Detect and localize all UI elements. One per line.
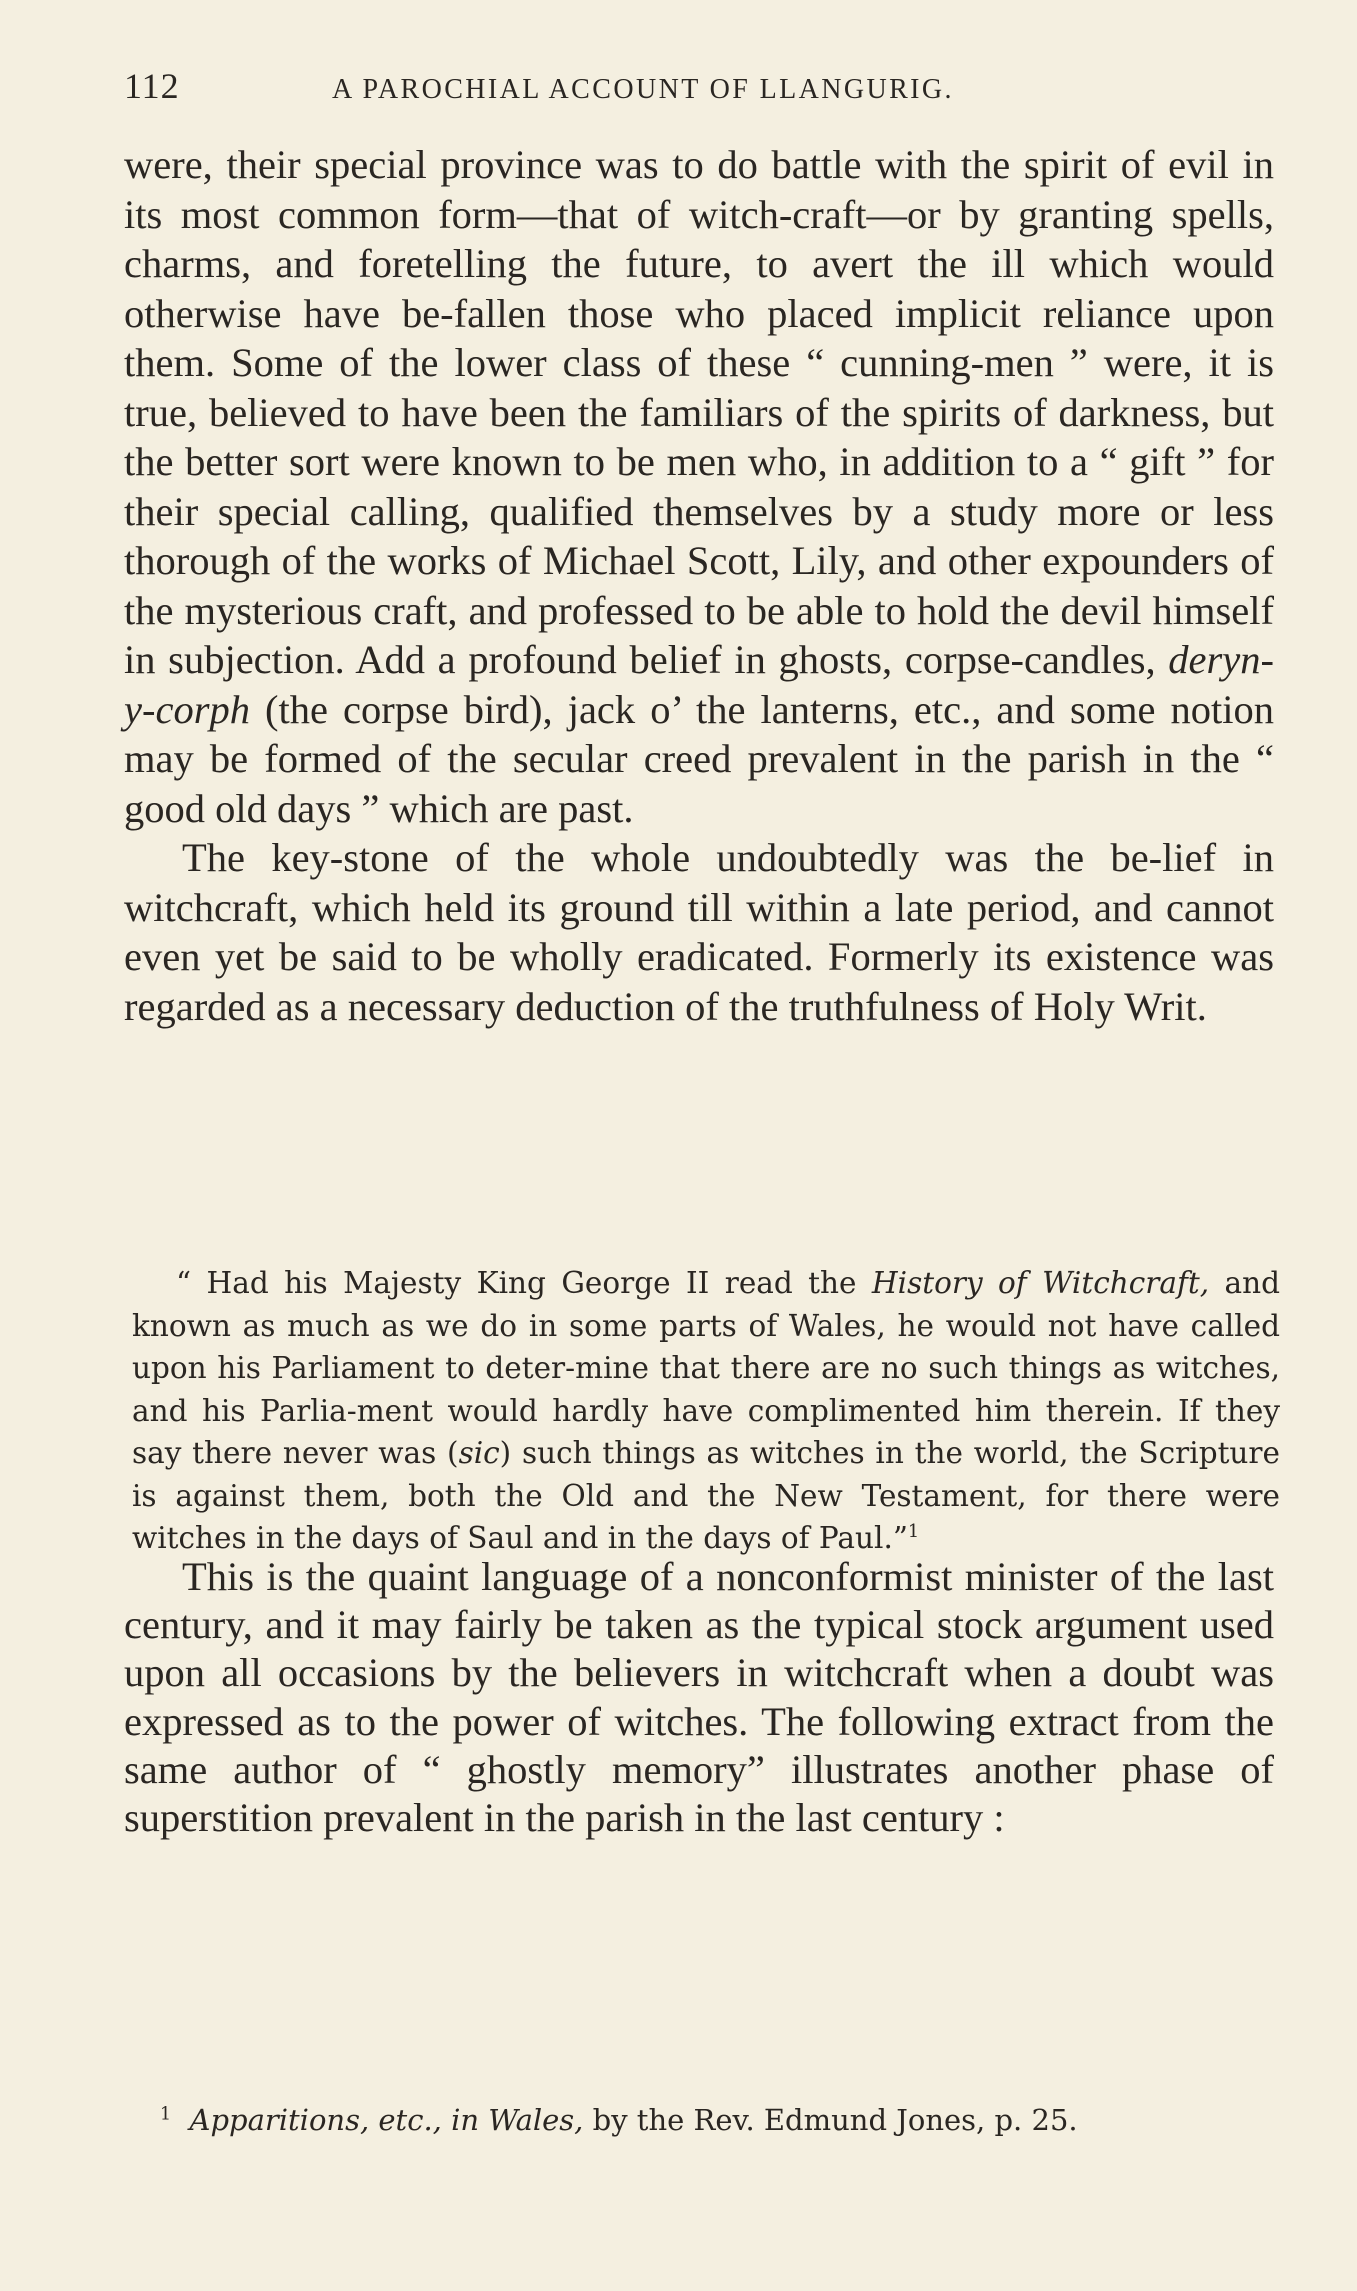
footnote-reference: 1: [907, 1522, 920, 1543]
quote-text-1: “ Had his Majesty King George II read the: [176, 1266, 872, 1300]
quote-italic-1: History of Witchcraft,: [871, 1266, 1210, 1300]
paragraph-3: This is the quaint language of a nonconformist minister of the last century, and it may fairly be taken as the typical stock argument used upon all occasions by the believers in witchcraft when a doubt was expressed as to the power of witches. The following extract from the same author of “ ghostly memory” illustrates another phase of superstition prevalent in the parish in the last century :: [124, 1554, 1274, 1841]
block-quote: [132, 1262, 1280, 1560]
paragraph-1-text-end: (the corpse bird), jack o’ the lanterns, etc., and some notion may be formed of the secular creed prevalent in the parish in the “ good old days ” which are past.: [124, 686, 1274, 831]
quote-italic-2: sic: [458, 1436, 500, 1470]
paragraph-2: The key-stone of the whole undoubtedly was the be-lief in witchcraft, which held its ground till within a late period, and cannot even yet be said to be wholly eradicated. Formerly its existence was regarded as a necessary deduction of the truthfulness of Holy Writ.: [124, 835, 1274, 1029]
paragraph-1-text: were, their special province was to do battle with the spirit of evil in its most common form—that of witch-craft—or by granting spells, charms, and foretelling the future, to avert the ill which would otherwise have be-fallen those who placed implicit reliance upon them. Some of the lower class of these “ cunning-men ” were, it is true, believed to have been the familiars of the spirits of darkness, but the better sort were known to be men who, in addition to a “ gift ” for their special calling, qualified themselves by a study more or less thorough of the works of Michael Scott, Lily, and other expounders of the mysterious craft, and professed to be able to hold the devil himself in subjection. Add a profound belief in ghosts, corpse-candles,: [124, 142, 1274, 682]
page-header: [124, 56, 1244, 116]
footnote-italic: Apparitions, etc., in Wales,: [189, 2103, 584, 2137]
quote-text-3: ) such things as witches in the world, the Scripture is against them, both the Old and the New Testament, for there were witches in the days of Saul and in the days of Paul.”: [132, 1436, 1280, 1555]
page-number: 112: [124, 66, 180, 106]
paragraph-1: [124, 140, 1274, 833]
paragraph-1-italic: deryn-y-corph: [124, 637, 1274, 732]
quote-text-2: and known as much as we do in some parts of Wales, he would not have called upon his Parliament to deter-mine that there are no such things as witches, and his Parlia-ment would hardly have complimented him therein. If they say there never was (: [132, 1266, 1280, 1470]
footnote-marker: 1: [160, 2104, 172, 2125]
footnote: [160, 2098, 1260, 2142]
body-text: [124, 140, 1274, 1031]
footnote-text: by the Rev. Edmund Jones, p. 25.: [583, 2103, 1078, 2137]
running-title: A PAROCHIAL ACCOUNT OF LLANGURIG.: [332, 74, 954, 105]
